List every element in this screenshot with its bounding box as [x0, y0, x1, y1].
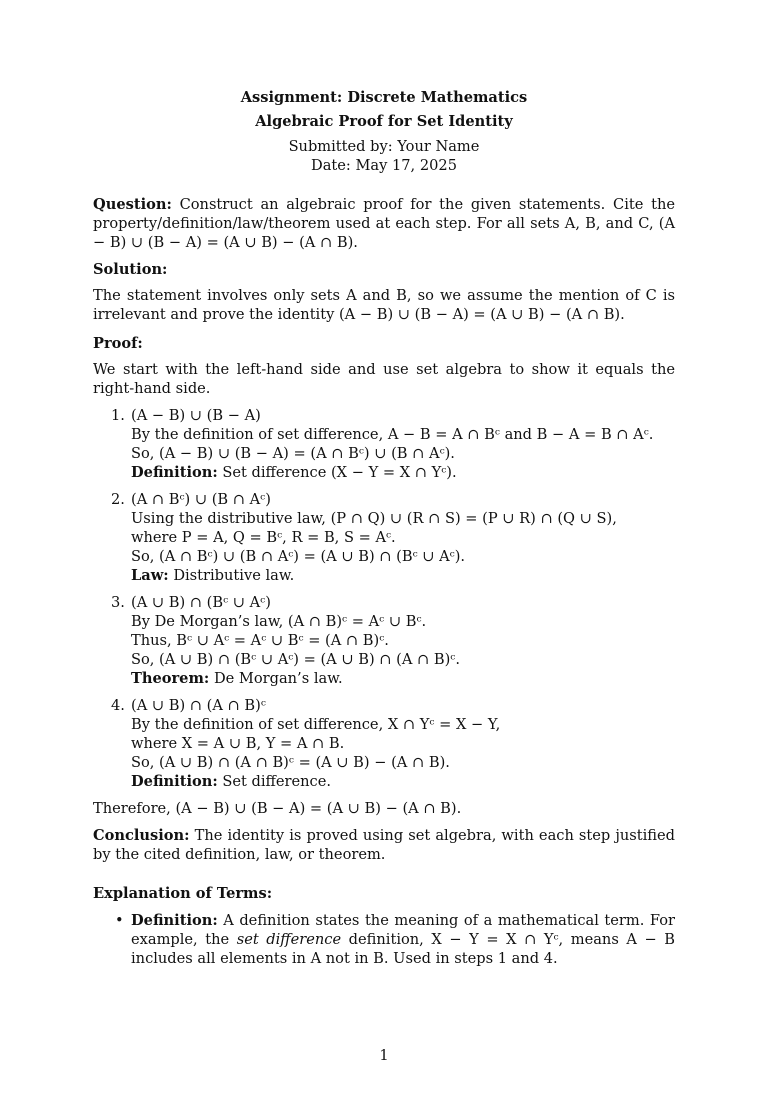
step-citation: [131, 463, 675, 482]
question-text: Construct an algebraic proof for the given statements. Cite the property/definition/law/theorem used at each step. For all sets A, B, and C, (A − B) ∪ (B − A) = (A ∪ B) − (A ∩ B).: [93, 196, 675, 251]
question-label: Question:: [93, 196, 172, 213]
citation-text: Set difference.: [222, 773, 331, 790]
conclusion-paragraph: [93, 826, 675, 864]
step-number: 3.: [111, 594, 125, 611]
step-line: By De Morgan’s law, (A ∩ B)ᶜ = Aᶜ ∪ Bᶜ.: [131, 613, 427, 630]
explanation-text: [131, 911, 675, 968]
proof-heading: Proof:: [93, 335, 143, 352]
proof-step: [93, 696, 675, 791]
solution-heading: Solution:: [93, 261, 168, 278]
document-subtitle: Algebraic Proof for Set Identity: [255, 113, 513, 130]
step-citation: [131, 669, 675, 688]
step-line: where X = A ∪ B, Y = A ∩ B.: [131, 735, 345, 752]
proof-intro: We start with the left-hand side and use set algebra to show it equals the right-hand side.: [93, 361, 675, 397]
citation-label: Law:: [131, 567, 169, 584]
step-line: (A ∩ Bᶜ) ∪ (B ∩ Aᶜ): [131, 491, 271, 508]
step-line: (A ∪ B) ∩ (A ∩ B)ᶜ: [131, 697, 266, 714]
step-line: So, (A ∪ B) ∩ (Bᶜ ∪ Aᶜ) = (A ∪ B) ∩ (A ∩ B)ᶜ.: [131, 651, 461, 668]
step-citation: [131, 772, 675, 791]
step-line: So, (A − B) ∪ (B − A) = (A ∩ Bᶜ) ∪ (B ∩ Aᶜ).: [131, 445, 455, 462]
step-line: So, (A ∩ Bᶜ) ∪ (B ∩ Aᶜ) = (A ∪ B) ∩ (Bᶜ ∪ Aᶜ).: [131, 548, 466, 565]
term-label: Definition:: [131, 912, 218, 929]
submitted-by: Submitted by: Your Name: [288, 138, 480, 155]
explanation-heading: Explanation of Terms:: [93, 885, 273, 902]
citation-text: Set difference (X − Y = X ∩ Yᶜ).: [222, 464, 457, 481]
step-line: (A − B) ∪ (B − A): [131, 407, 261, 424]
document-date: Date: May 17, 2025: [311, 157, 457, 174]
citation-label: Definition:: [131, 773, 218, 790]
conclusion-label: Conclusion:: [93, 827, 190, 844]
step-line: So, (A ∪ B) ∩ (A ∩ B)ᶜ = (A ∪ B) − (A ∩ B).: [131, 754, 450, 771]
proof-steps: [93, 406, 675, 791]
step-number: 4.: [111, 697, 125, 714]
explanation-item: [93, 911, 675, 968]
term-text-b: definition, X − Y = X ∩ Yᶜ, means A − B includes all elements in A not in B. Used in steps 1 and 4.: [131, 931, 676, 967]
proof-step: [93, 593, 675, 688]
bullet-icon: •: [115, 912, 124, 929]
step-line: Using the distributive law, (P ∩ Q) ∪ (R ∩ S) = (P ∪ R) ∩ (Q ∪ S),: [131, 510, 617, 527]
citation-text: Distributive law.: [173, 567, 295, 584]
citation-text: De Morgan’s law.: [213, 670, 343, 687]
term-text-a: A definition states the meaning of a mathematical term. For example, the: [131, 912, 675, 948]
step-number: 2.: [111, 491, 125, 508]
step-line: By the definition of set difference, X ∩ Yᶜ = X − Y,: [131, 716, 501, 733]
step-number: 1.: [111, 407, 125, 424]
step-line: By the definition of set difference, A − B = A ∩ Bᶜ and B − A = B ∩ Aᶜ.: [131, 426, 654, 443]
citation-label: Definition:: [131, 464, 218, 481]
proof-step: [93, 490, 675, 585]
step-line: where P = A, Q = Bᶜ, R = B, S = Aᶜ.: [131, 529, 396, 546]
step-line: (A ∪ B) ∩ (Bᶜ ∪ Aᶜ): [131, 594, 271, 611]
conclusion-text: The identity is proved using set algebra, with each step justified by the cited definition, law, or theorem.: [93, 827, 675, 863]
question-paragraph: [93, 195, 675, 252]
document-title: Assignment: Discrete Mathematics: [240, 89, 528, 106]
step-citation: [131, 566, 675, 585]
explanation-list: [93, 911, 675, 968]
step-line: Thus, Bᶜ ∪ Aᶜ = Aᶜ ∪ Bᶜ = (A ∩ B)ᶜ.: [131, 632, 389, 649]
page-number: 1: [379, 1047, 389, 1064]
proof-step: [93, 406, 675, 482]
citation-label: Theorem:: [131, 670, 210, 687]
solution-text: The statement involves only sets A and B, so we assume the mention of C is irrelevant and prove the identity (A − B) ∪ (B − A) = (A ∪ B) − (A ∩ B).: [93, 287, 675, 323]
document-page: [0, 88, 768, 1112]
term-emphasis: set difference: [236, 931, 342, 948]
therefore-statement: Therefore, (A − B) ∪ (B − A) = (A ∪ B) − (A ∩ B).: [93, 800, 462, 817]
